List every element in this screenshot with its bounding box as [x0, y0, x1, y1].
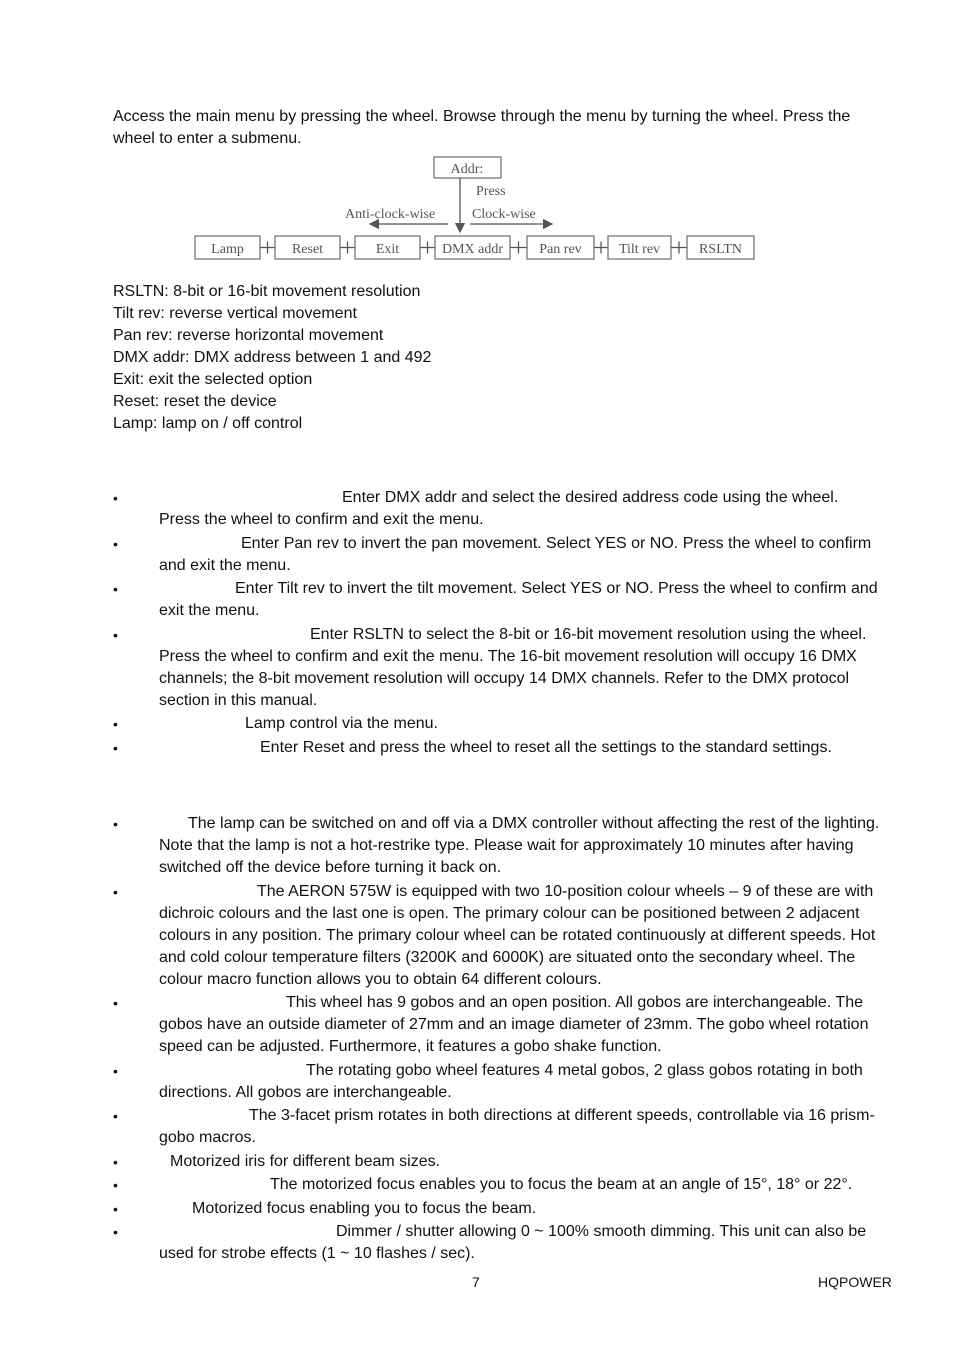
bullet-text: Enter Pan rev to invert the pan movement. Select YES or NO. Press the wheel to confirm and exit the menu. — [159, 534, 872, 574]
bullet-text: Lamp control via the menu. — [245, 715, 438, 732]
list-item — [113, 533, 883, 577]
definition-item: Lamp: lamp on / off control — [113, 415, 303, 432]
list-item — [113, 737, 883, 759]
definition-item: Pan rev: reverse horizontal movement — [113, 327, 384, 344]
bullet-text: Motorized focus enabling you to focus the beam. — [192, 1199, 537, 1217]
definition-list — [113, 281, 431, 435]
bullet-text: The motorized focus enables you to focus the beam at an angle of 15°, 18° or 22°. — [270, 1176, 853, 1193]
bullet-text: The 3-facet prism rotates in both directions at different speeds, controllable via 16 prism-gobo macros. — [159, 1107, 875, 1146]
bullet-text: The AERON 575W is equipped with two 10-position colour wheels – 9 of these are with dichroic colours and the last one is open. The primary colour can be positioned between 2 adjacent colours in any position. The primary colour wheel can be rotated continuously at different speeds. Hot and cold colour temperature filters (3200K and 6000K) are situated onto the secondary wheel. The colour macro function allows you to obtain 64 different colours. — [159, 882, 876, 988]
menu-diagram — [190, 152, 770, 270]
feature-bullet-list — [113, 813, 883, 1267]
definition-item: Tilt rev: reverse vertical movement — [113, 305, 357, 322]
footer-brand: HQPOWER — [818, 1274, 892, 1290]
bullet-text: Enter Reset and press the wheel to reset all the settings to the standard settings. — [260, 738, 832, 756]
list-item — [113, 1198, 883, 1220]
page-number: 7 — [472, 1274, 480, 1290]
diagram-anticlockwise-label: Anti-clock-wise — [345, 207, 436, 222]
bullet-text: Motorized iris for different beam sizes. — [170, 1152, 441, 1170]
bullet-text: Enter DMX addr and select the desired address code using the wheel. Press the wheel to confirm and exit the menu. — [159, 489, 839, 528]
list-item — [113, 992, 883, 1058]
diagram-box-label: Lamp — [211, 242, 244, 257]
definition-item: RSLTN: 8-bit or 16-bit movement resolution — [113, 283, 421, 300]
bullet-text: This wheel has 9 gobos and an open position. All gobos are interchangeable. The gobos have an outside diameter of 27mm and an image diameter of 23mm. The gobo wheel rotation speed can be adjusted. Furthermore, it features a gobo shake function. — [159, 994, 869, 1055]
definition-item: Exit: exit the selected option — [113, 371, 313, 388]
bullet-text: Dimmer / shutter allowing 0 ~ 100% smooth dimming. This unit can also be used for strobe effects (1 ~ 10 flashes / sec). — [159, 1223, 867, 1262]
bullet-text: Enter RSLTN to select the 8-bit or 16-bit movement resolution using the wheel. Press the wheel to confirm and exit the menu. The 16-bit movement resolution will occupy 16 DMX channels; the 8-bit movement resolution will occupy 14 DMX channels. Refer to the DMX protocol section in this manual. — [159, 625, 867, 709]
list-item — [113, 487, 883, 531]
list-item — [113, 578, 883, 622]
list-item — [113, 1151, 883, 1173]
list-item — [113, 1221, 883, 1265]
diagram-press-label: Press — [476, 184, 506, 199]
definition-item: DMX addr: DMX address between 1 and 492 — [113, 349, 432, 366]
definition-item: Reset: reset the device — [113, 393, 277, 410]
diagram-box-label: Pan rev — [539, 242, 582, 257]
diagram-box-label: RSLTN — [698, 242, 743, 257]
diagram-box-row — [195, 236, 754, 259]
diagram-box-label: DMX addr — [441, 242, 504, 257]
diagram-clockwise-label: Clock-wise — [472, 207, 536, 222]
intro-text: Access the main menu by pressing the wheel. Browse through the menu by turning the wheel. Press the wheel to enter a submenu. — [113, 108, 851, 147]
bullet-text: Enter Tilt rev to invert the tilt movement. Select YES or NO. Press the wheel to confirm and exit the menu. — [159, 580, 878, 619]
list-item — [113, 881, 883, 991]
list-item — [113, 1105, 883, 1149]
list-item — [113, 1060, 883, 1104]
diagram-box-label: Tilt rev — [618, 242, 661, 257]
list-item — [113, 1174, 883, 1196]
diagram-box-label: Reset — [291, 242, 324, 257]
bullet-text: The lamp can be switched on and off via a DMX controller without affecting the rest of the lighting. Note that the lamp is not a hot-restrike type. Please wait for approximately 10 minutes after having switched off the device before turning it back on. — [159, 815, 880, 876]
bullet-text: The rotating gobo wheel features 4 metal gobos, 2 glass gobos rotating in both directions. All gobos are interchangeable. — [159, 1061, 863, 1101]
list-item — [113, 713, 883, 735]
diagram-top-label: Addr: — [450, 162, 484, 177]
diagram-box-label: Exit — [375, 242, 400, 257]
list-item — [113, 813, 883, 879]
menu-bullet-list — [113, 487, 883, 760]
list-item — [113, 624, 883, 712]
